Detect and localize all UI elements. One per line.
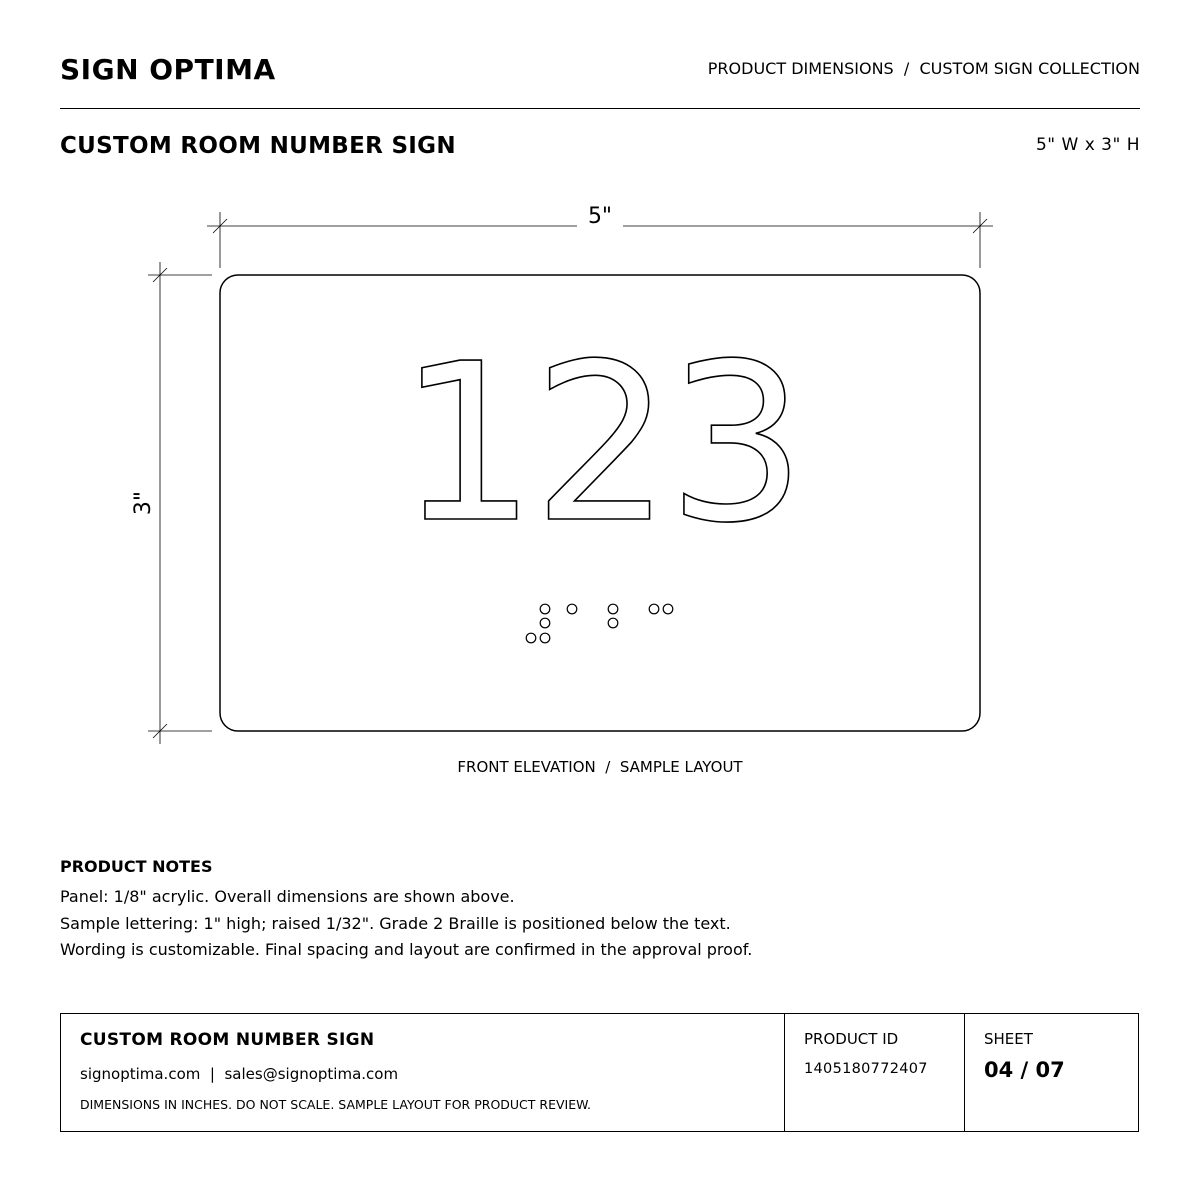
title-block-product-id [784,1014,965,1131]
page-title: CUSTOM ROOM NUMBER SIGN [60,133,456,159]
sign-room-number: 123 [397,318,803,571]
disclaimer: DIMENSIONS IN INCHES. DO NOT SCALE. SAMPLE LAYOUT FOR PRODUCT REVIEW. [80,1097,592,1112]
note-line: Wording is customizable. Final spacing and layout are confirmed in the approval proof. [60,940,753,959]
notes-heading: PRODUCT NOTES [60,857,213,876]
overall-size: 5" W x 3" H [1035,135,1140,155]
product-id-value: 1405180772407 [804,1061,928,1077]
title-block [60,1013,1139,1132]
product-id-label: PRODUCT ID [804,1030,899,1048]
height-label: 3" [131,490,156,516]
breadcrumb: PRODUCT DIMENSIONS / CUSTOM SIGN COLLECTION [707,59,1140,78]
sheet-label: SHEET [984,1030,1033,1048]
brand-logo-text: SIGN OPTIMA [60,53,276,86]
note-line: Sample lettering: 1" high; raised 1/32". Grade 2 Braille is positioned below the text. [60,914,731,933]
title-block-title: CUSTOM ROOM NUMBER SIGN [80,1030,375,1050]
height-dimension [148,262,212,744]
contact-info: signoptima.com | sales@signoptima.com [80,1065,399,1083]
width-label: 5" [587,204,613,229]
title-block-sheet [964,1014,1138,1131]
sheet-number: 04 / 07 [984,1058,1065,1082]
title-block-main [61,1014,784,1131]
drawing-caption: FRONT ELEVATION / SAMPLE LAYOUT [457,758,743,776]
note-line: Panel: 1/8" acrylic. Overall dimensions are shown above. [60,887,515,906]
